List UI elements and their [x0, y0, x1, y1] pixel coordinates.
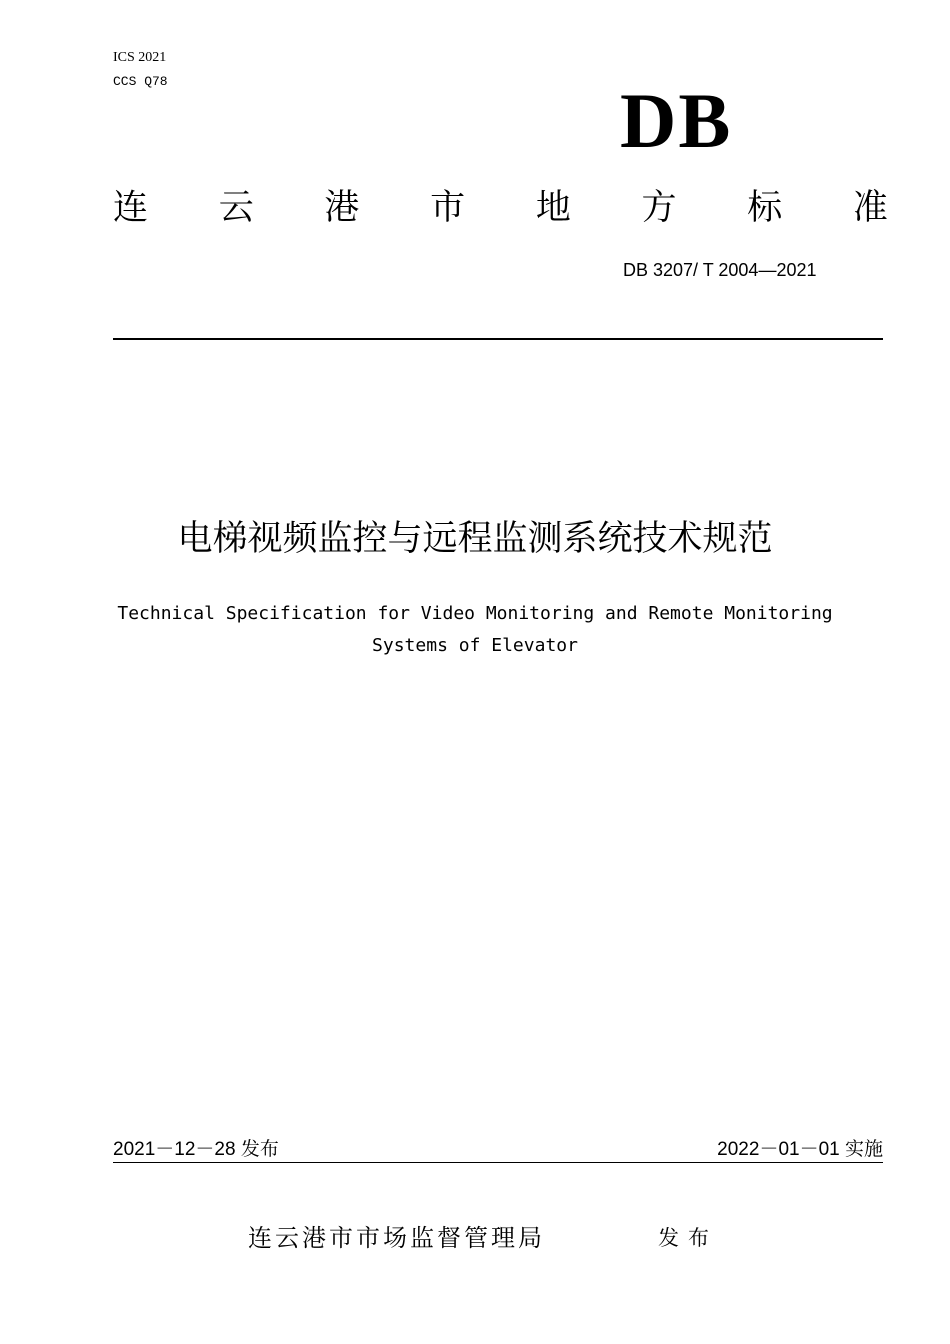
ics-code: ICS 2021	[113, 50, 167, 65]
standard-code: DB 3207/ T 2004—2021	[623, 260, 817, 280]
standard-type-char: 连	[113, 188, 149, 228]
title-english	[0, 598, 950, 662]
db-mark: DB	[620, 77, 733, 164]
standard-type-char: 标	[747, 188, 783, 228]
standard-type-char: 地	[535, 188, 571, 228]
issuing-authority: 连云港市市场监督管理局	[248, 1224, 545, 1252]
bottom-divider	[113, 1162, 883, 1163]
standard-type-char: 方	[641, 188, 677, 228]
title-english-line-2: Systems of Elevator	[372, 635, 578, 656]
ccs-code: CCS Q78	[113, 74, 168, 89]
standard-type	[113, 183, 888, 233]
title-chinese-text: 电梯视频监控与远程监测系统技术规范	[177, 519, 773, 559]
issue-label: 发布	[658, 1226, 718, 1250]
publish-date: 2021－12－28 发布	[113, 1139, 279, 1160]
title-english-line-1: Technical Specification for Video Monitoring and Remote Monitoring	[117, 603, 833, 624]
effective-date: 2022－01－01 实施	[717, 1139, 883, 1160]
standard-type-char: 市	[430, 188, 466, 228]
top-divider	[113, 338, 883, 340]
title-chinese	[0, 514, 950, 564]
standard-type-char: 港	[324, 188, 360, 228]
standard-type-char: 准	[852, 188, 888, 228]
standard-type-char: 云	[218, 188, 254, 228]
